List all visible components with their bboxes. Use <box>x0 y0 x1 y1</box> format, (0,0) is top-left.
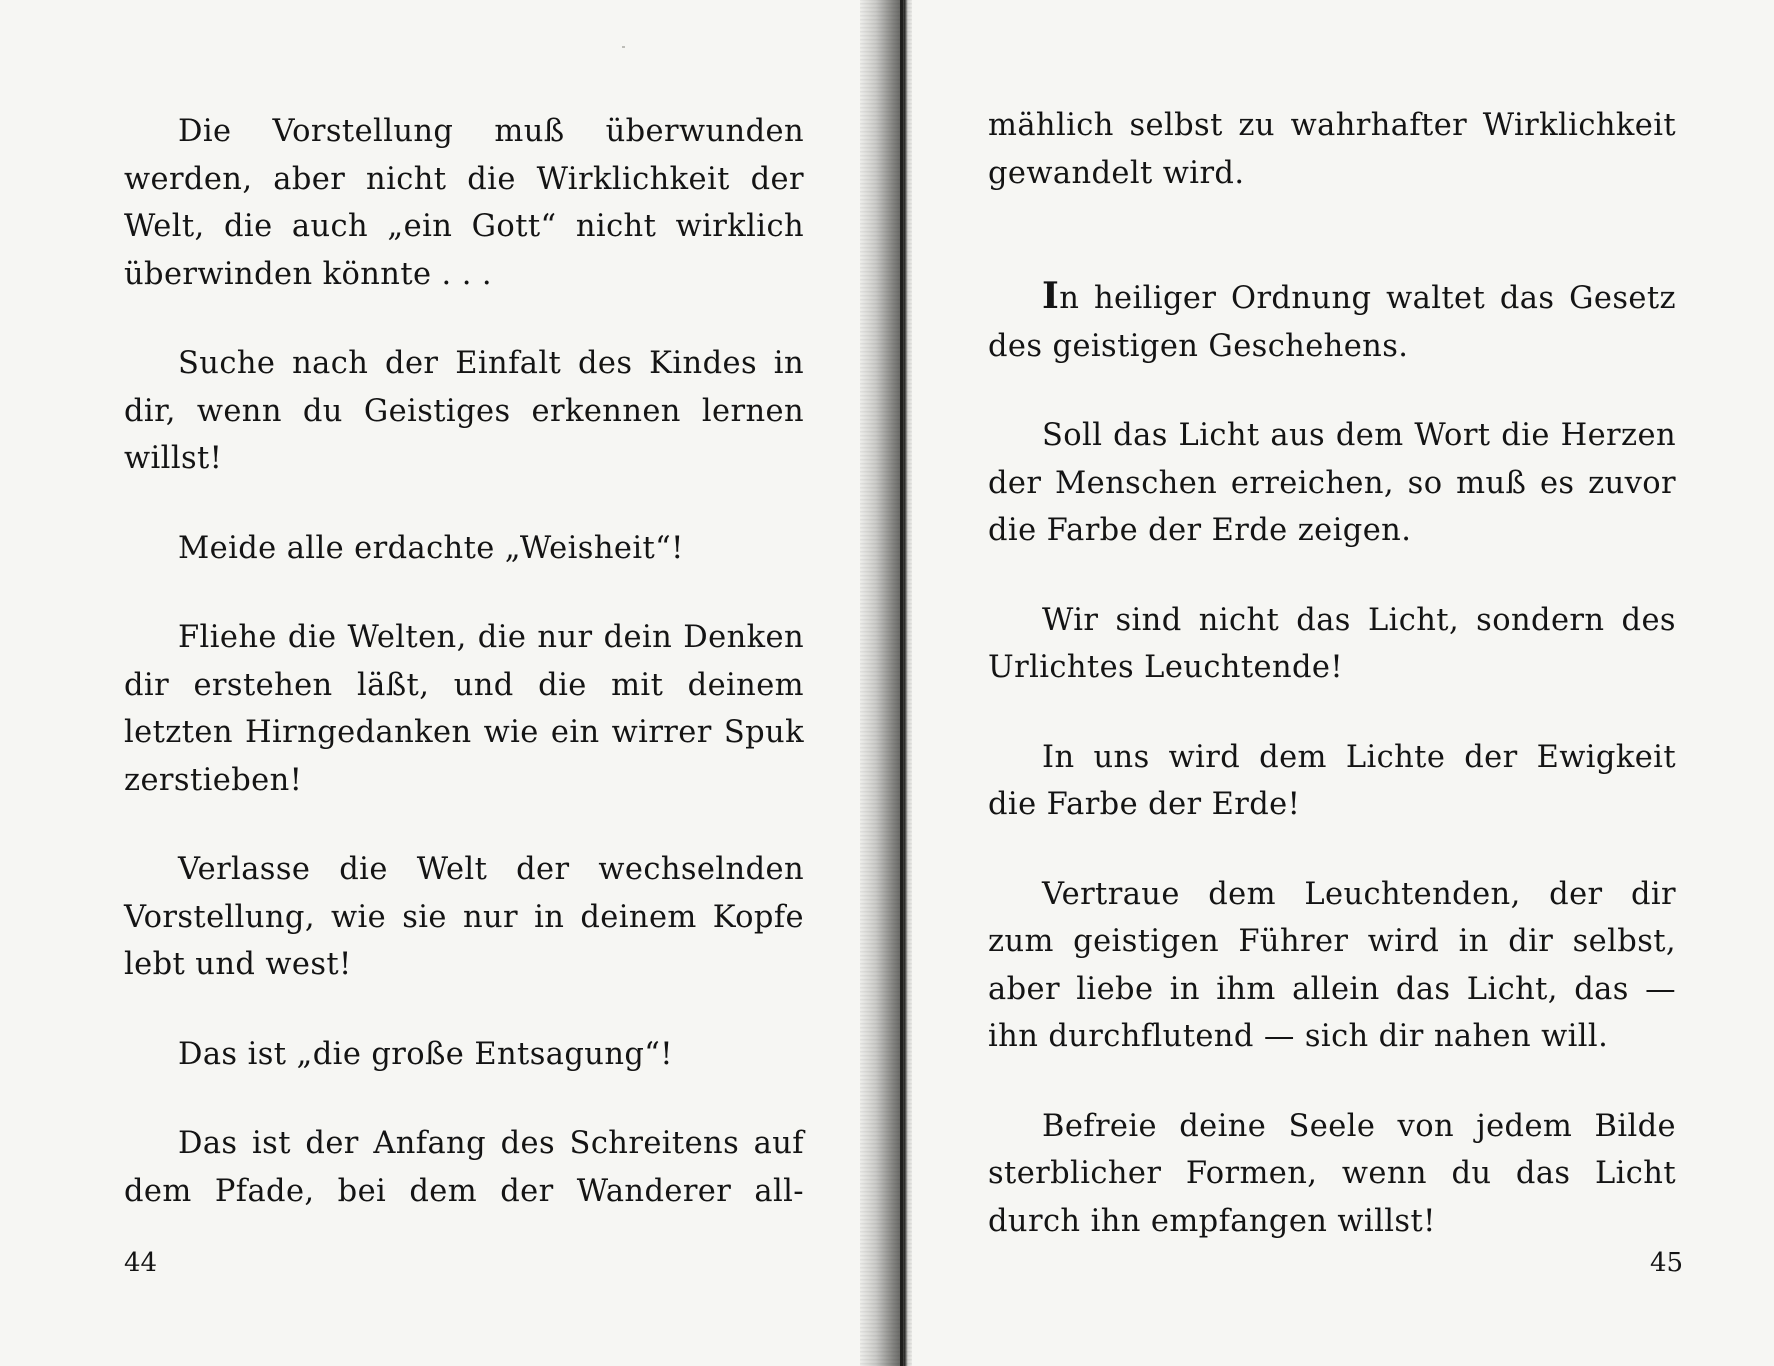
paragraph: Das ist der Anfang des Schreitens auf dem Pfade, bei dem der Wanderer all- <box>124 1126 804 1209</box>
left-page <box>0 0 860 1366</box>
paragraph: Die Vorstellung muß überwunden werden, aber nicht die Wirklichkeit der Welt, die auch „ein Gott“ nicht wirklich überwinden könnte . . . <box>124 114 804 292</box>
section-first-text: n heiliger Ordnung waltet das Gesetz des geistigen Geschehens. <box>988 281 1676 364</box>
drop-cap: I <box>1042 275 1060 317</box>
section-first-paragraph <box>988 273 1676 370</box>
right-page-text <box>988 102 1676 1287</box>
gutter-fold-line <box>900 0 903 1366</box>
paragraph: Verlasse die Welt der wechselnden Vorstellung, wie sie nur in deinem Kopfe lebt und west! <box>124 852 804 982</box>
left-page-text <box>124 108 804 1257</box>
paragraph: Befreie deine Seele von jedem Bilde sterblicher Formen, wenn du das Licht durch ihn empfangen willst! <box>988 1108 1676 1239</box>
paragraph: Meide alle erdachte „Weisheit“! <box>178 530 684 566</box>
page-number-right: 45 <box>1650 1248 1684 1278</box>
page-number-left: 44 <box>124 1248 158 1278</box>
paragraph: Fliehe die Welten, die nur dein Denken dir erstehen läßt, und die mit deinem letzten Hirngedanken wie ein wirrer Spuk zerstieben! <box>124 620 804 798</box>
book-gutter <box>860 0 912 1366</box>
paragraph: Vertraue dem Leuchtenden, der dir zum geistigen Führer wird in dir selbst, aber liebe in ihm allein das Licht, das — ihn durchflutend — sich dir nahen will. <box>988 876 1676 1054</box>
paragraph: Suche nach der Einfalt des Kindes in dir, wenn du Geistiges erkennen lernen willst! <box>124 346 804 476</box>
paragraph: Soll das Licht aus dem Wort die Herzen der Menschen erreichen, so muß es zuvor die Farbe der Erde zeigen. <box>988 418 1676 548</box>
paper-speck <box>622 46 625 48</box>
paragraph: In uns wird dem Lichte der Ewigkeit die Farbe der Erde! <box>988 739 1676 822</box>
paragraph: Wir sind nicht das Licht, sondern des Urlichtes Leuchtende! <box>988 602 1676 685</box>
continuation-paragraph: mählich selbst zu wahrhafter Wirklichkeit gewandelt wird. <box>988 108 1676 191</box>
paragraph: Das ist „die große Entsagung“! <box>178 1036 673 1072</box>
